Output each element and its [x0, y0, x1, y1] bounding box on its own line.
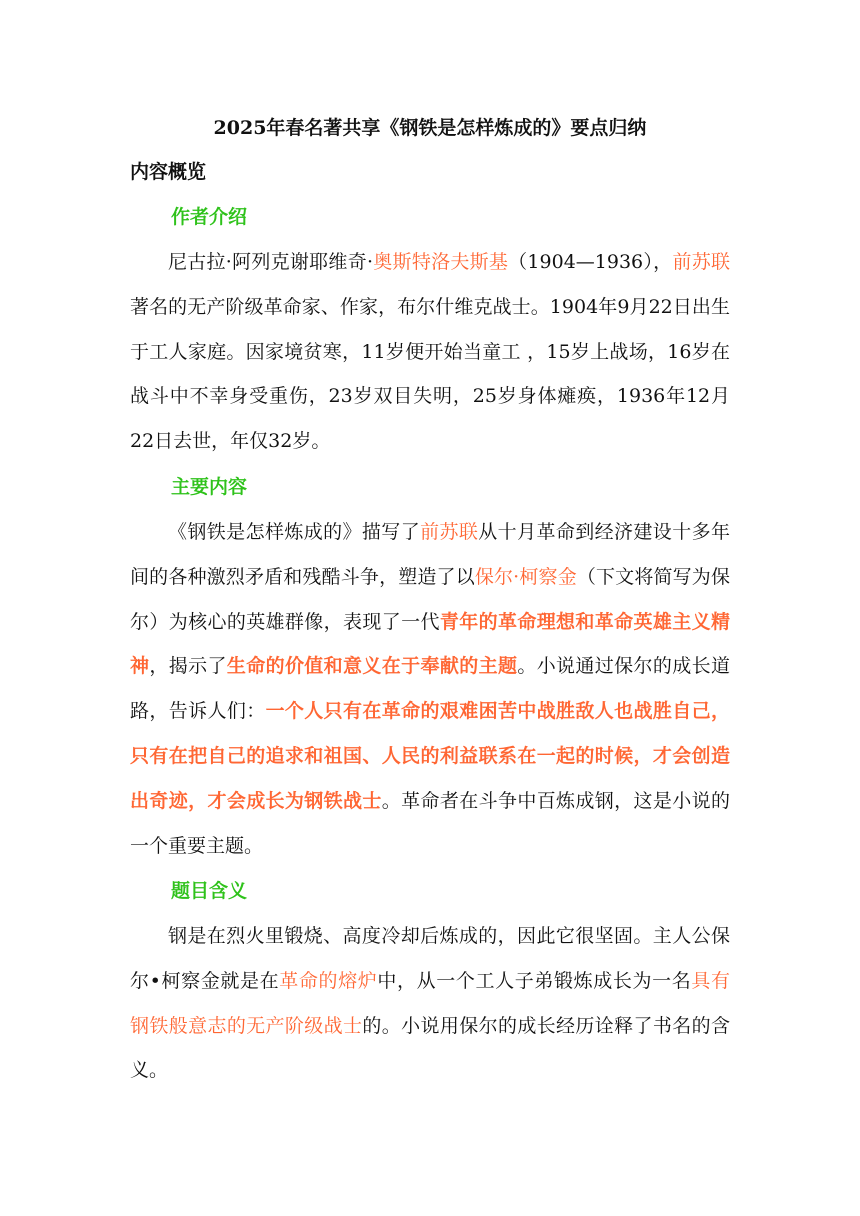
- author-lifespan: （1904—1936），: [508, 251, 673, 273]
- meaning-fighter: 具有钢铁般意志的无产阶级战士: [130, 969, 730, 1037]
- author-surname: 奥斯特洛夫斯基: [373, 251, 509, 273]
- author-biography: 著名的无产阶级革命家、作家，布尔什维克战士。1904年9月22日出生于工人家庭。因家境贫寒，11岁便开始当童工 ，15岁上战场，16岁在战斗中不幸身受重伤，23岁双目失明，25岁身体瘫痪，1936年12月22日去世，年仅32岁。: [130, 295, 730, 453]
- content-text-5: 。小说通过保尔的成长道路，告诉人们：: [130, 655, 730, 723]
- meaning-furnace: 革命的熔炉: [279, 969, 378, 992]
- content-spirit: 青年的革命理想和革命英雄主义精神: [130, 610, 730, 678]
- meaning-text-2: 中，从一个工人子弟锻炼成长为一名: [377, 969, 692, 992]
- section-heading: 内容概览: [130, 161, 207, 183]
- meaning-heading: 题目含义: [171, 880, 248, 902]
- author-heading: 作者介绍: [171, 206, 248, 228]
- content-text-2: 从十月革命到经济建设十多年间的各种激烈矛盾和残酷斗争，塑造了以: [130, 521, 730, 588]
- content-text-3: （下文将简写为保尔）为核心的英雄群像，表现了一代: [130, 565, 730, 633]
- meaning-paragraph: [130, 914, 730, 1093]
- author-country: 前苏联: [672, 251, 730, 273]
- content-message: 一个人只有在革命的艰难困苦中战胜敌人也战胜自己，只有在把自己的追求和祖国、人民的利益联系在一起的时候，才会创造出奇迹，才会成长为钢铁战士: [130, 700, 730, 812]
- content-country: 前苏联: [420, 521, 479, 543]
- content-protagonist: 保尔·柯察金: [474, 565, 577, 588]
- content-heading: 主要内容: [171, 476, 248, 498]
- meaning-text-3: 的。小说用保尔的成长经历诠释了书名的含义。: [130, 1014, 730, 1082]
- content-theme: 生命的价值和意义在于奉献的主题: [226, 655, 518, 678]
- content-paragraph: [130, 510, 730, 868]
- document-title: 2025年春名著共享《钢铁是怎样炼成的》要点归纳: [213, 117, 647, 139]
- author-name-prefix: 尼古拉·阿列克谢耶维奇·: [168, 251, 374, 273]
- content-text-4: ，揭示了: [149, 655, 227, 678]
- content-text-6: 。革命者在斗争中百炼成钢，这是小说的一个重要主题。: [130, 789, 730, 857]
- meaning-text-1: 钢是在烈火里锻烧、高度冷却后炼成的，因此它很坚固。主人公保尔•柯察金就是在: [130, 925, 730, 992]
- author-paragraph: [130, 240, 730, 464]
- content-text-1: 《钢铁是怎样炼成的》描写了: [168, 521, 421, 543]
